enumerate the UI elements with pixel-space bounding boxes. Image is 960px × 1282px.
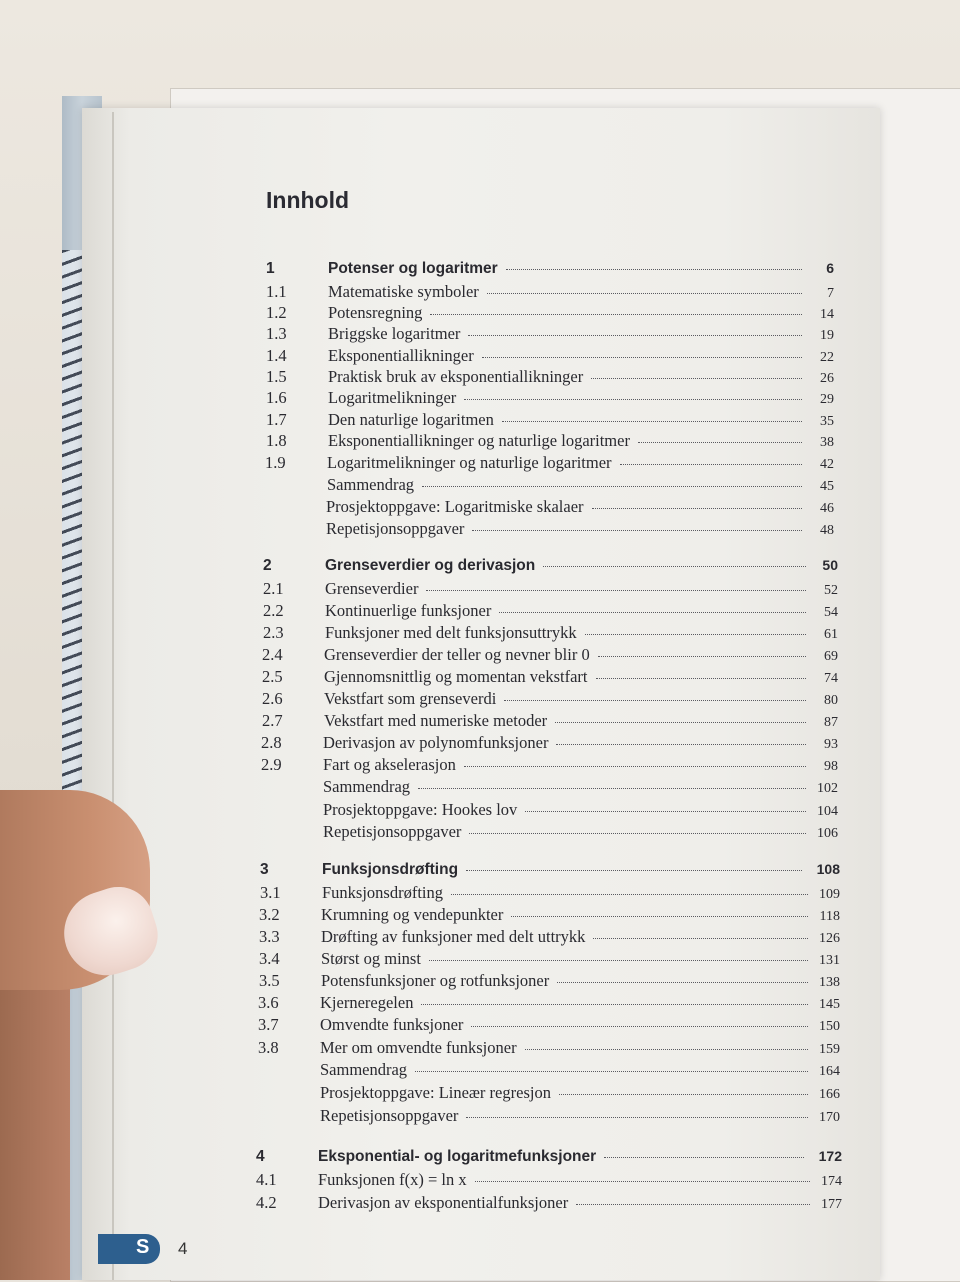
toc-row <box>259 971 840 993</box>
section-number: 1.8 <box>266 431 287 450</box>
chapter-page: 108 <box>816 861 840 877</box>
chapter-title: Eksponential- og logaritmefunksjoner <box>318 1148 597 1165</box>
dot-leader <box>592 504 802 509</box>
section-number: 3.5 <box>259 971 280 990</box>
section-title: Sammendrag <box>320 1060 408 1079</box>
toc-row <box>262 645 838 667</box>
toc-row <box>260 883 840 905</box>
section-page: 164 <box>819 1064 840 1079</box>
section-title: Prosjektoppgave: Logaritmiske skalaer <box>326 497 584 516</box>
dot-leader <box>593 934 808 939</box>
section-page: 174 <box>821 1174 842 1189</box>
toc-row <box>258 1015 840 1037</box>
section-title: Eksponentiallikninger og naturlige logaritmer <box>328 431 630 450</box>
section-title: Funksjonsdrøfting <box>322 883 444 902</box>
section-number: 4.2 <box>256 1193 277 1212</box>
section-title: Logaritmelikninger og naturlige logaritmer <box>327 453 612 472</box>
section-title: Gjennomsnittlig og momentan vekstfart <box>324 667 588 686</box>
dot-leader <box>525 807 806 812</box>
toc-row <box>261 777 838 799</box>
dot-leader <box>487 289 802 294</box>
section-number: 1.2 <box>266 303 287 322</box>
section-title: Kjerneregelen <box>320 993 414 1012</box>
toc-row <box>256 1193 842 1215</box>
chapter-number: 2 <box>263 557 272 574</box>
chapter-page: 6 <box>826 260 834 276</box>
dot-leader <box>426 586 806 591</box>
toc-row <box>258 1038 840 1060</box>
section-page: 118 <box>819 909 840 924</box>
section-number: 2.4 <box>262 645 283 664</box>
section-page: 159 <box>819 1042 840 1057</box>
dot-leader <box>468 331 802 336</box>
section-title: Omvendte funksjoner <box>320 1015 464 1034</box>
dot-leader <box>555 718 806 723</box>
chapter-number: 1 <box>266 260 275 277</box>
toc-row <box>264 497 834 519</box>
dot-leader <box>464 762 806 767</box>
section-page: 166 <box>819 1087 840 1102</box>
section-page: 106 <box>817 826 838 841</box>
dot-leader <box>525 1045 808 1050</box>
dot-leader <box>557 978 808 983</box>
dot-leader <box>469 829 806 834</box>
section-page: 131 <box>819 953 840 968</box>
dot-leader <box>482 353 802 358</box>
toc-row <box>258 1106 840 1128</box>
chapter-row <box>260 861 840 883</box>
section-title: Grenseverdier <box>325 579 419 598</box>
section-number: 2.1 <box>263 579 284 598</box>
toc-row <box>262 689 838 711</box>
section-number: 2.7 <box>262 711 283 730</box>
chapter-title: Grenseverdier og derivasjon <box>325 557 536 574</box>
dot-leader <box>604 1153 804 1158</box>
dot-leader <box>504 696 806 701</box>
section-title: Potensfunksjoner og rotfunksjoner <box>321 971 550 990</box>
section-page: 102 <box>817 781 838 796</box>
dot-leader <box>511 912 808 917</box>
toc-row <box>261 800 838 822</box>
toc-row <box>266 282 834 304</box>
page-title: Innhold <box>266 187 350 213</box>
section-title: Vekstfart som grenseverdi <box>324 689 497 708</box>
section-page: 98 <box>824 759 838 774</box>
section-page: 145 <box>819 997 840 1012</box>
dot-leader <box>430 310 802 315</box>
section-title: Mer om omvendte funksjoner <box>320 1038 517 1057</box>
series-tab <box>98 1234 160 1264</box>
dot-leader <box>596 674 806 679</box>
section-title: Sammendrag <box>323 777 411 796</box>
section-number: 1.9 <box>265 453 286 472</box>
section-page: 22 <box>820 350 834 365</box>
section-number: 1.1 <box>266 282 287 301</box>
page-number: 4 <box>178 1239 188 1258</box>
toc-row <box>261 733 838 755</box>
section-page: 7 <box>827 286 834 301</box>
section-number: 1.6 <box>266 388 287 407</box>
section-title: Prosjektoppgave: Lineær regresjon <box>320 1083 551 1102</box>
toc-row <box>256 1170 842 1192</box>
chapter-row <box>263 557 838 579</box>
dot-leader <box>576 1200 810 1205</box>
section-page: 45 <box>820 479 834 494</box>
section-page: 69 <box>824 649 838 664</box>
dot-leader <box>466 866 802 871</box>
toc-row <box>263 579 838 601</box>
dot-leader <box>506 265 802 270</box>
section-title: Logaritmelikninger <box>328 388 457 407</box>
dot-leader <box>585 630 806 635</box>
section-number: 3.7 <box>258 1015 279 1034</box>
section-page: 19 <box>820 328 834 343</box>
dot-leader <box>471 1022 808 1027</box>
chapter-page: 172 <box>818 1148 842 1164</box>
dot-leader <box>556 740 806 745</box>
section-number: 1.5 <box>266 367 287 386</box>
section-page: 52 <box>824 583 838 598</box>
section-number: 3.2 <box>259 905 280 924</box>
dot-leader <box>464 395 802 400</box>
dot-leader <box>475 1177 810 1182</box>
section-number: 2.8 <box>261 733 282 752</box>
toc-row <box>259 927 840 949</box>
section-title: Eksponentiallikninger <box>328 346 474 365</box>
toc-row <box>265 475 834 497</box>
section-title: Den naturlige logaritmen <box>328 410 494 429</box>
dot-leader <box>451 890 808 895</box>
section-page: 42 <box>820 457 834 472</box>
section-number: 4.1 <box>256 1170 277 1189</box>
section-number: 2.2 <box>263 601 284 620</box>
toc-row <box>266 303 834 325</box>
series-letter: S <box>136 1236 150 1258</box>
section-page: 87 <box>824 715 838 730</box>
toc-row <box>259 949 840 971</box>
dot-leader <box>543 562 806 567</box>
section-page: 29 <box>820 392 834 407</box>
section-page: 138 <box>819 975 840 990</box>
section-page: 150 <box>819 1019 840 1034</box>
toc-row <box>266 388 834 410</box>
section-page: 177 <box>821 1197 842 1212</box>
section-title: Derivasjon av eksponentialfunksjoner <box>318 1193 569 1212</box>
dot-leader <box>422 482 802 487</box>
section-title: Repetisjonsoppgaver <box>323 822 462 841</box>
section-title: Funksjonen f(x) = ln x <box>318 1170 467 1189</box>
section-page: 48 <box>820 523 834 538</box>
toc-row <box>259 905 840 927</box>
section-page: 74 <box>824 671 838 686</box>
section-page: 109 <box>819 887 840 902</box>
hand-palm <box>0 960 70 1280</box>
section-title: Potensregning <box>328 303 423 322</box>
section-title: Praktisk bruk av eksponentiallikninger <box>328 367 584 386</box>
dot-leader <box>638 438 802 443</box>
section-page: 126 <box>819 931 840 946</box>
dot-leader <box>429 956 808 961</box>
section-number: 1.7 <box>266 410 287 429</box>
section-page: 26 <box>820 371 834 386</box>
section-page: 104 <box>817 804 838 819</box>
toc-row <box>265 453 834 475</box>
section-title: Drøfting av funksjoner med delt uttrykk <box>321 927 586 946</box>
section-page: 80 <box>824 693 838 708</box>
section-title: Repetisjonsoppgaver <box>326 519 465 538</box>
section-title: Sammendrag <box>327 475 415 494</box>
toc-row <box>258 1083 840 1105</box>
section-title: Derivasjon av polynomfunksjoner <box>323 733 549 752</box>
section-number: 2.9 <box>261 755 282 774</box>
section-title: Grenseverdier der teller og nevner blir 0 <box>324 645 590 664</box>
section-title: Prosjektoppgave: Hookes lov <box>323 800 518 819</box>
section-page: 38 <box>820 435 834 450</box>
toc-row <box>261 755 838 777</box>
dot-leader <box>466 1113 808 1118</box>
toc-row <box>266 410 834 432</box>
chapter-number: 4 <box>256 1148 265 1165</box>
section-number: 3.4 <box>259 949 280 968</box>
section-page: 93 <box>824 737 838 752</box>
dot-leader <box>499 608 806 613</box>
chapter-title: Potenser og logaritmer <box>328 260 498 277</box>
section-number: 1.4 <box>266 346 287 365</box>
section-page: 54 <box>824 605 838 620</box>
section-number: 1.3 <box>266 324 287 343</box>
section-title: Briggske logaritmer <box>328 324 461 343</box>
toc-row <box>266 431 834 453</box>
dot-leader <box>418 784 806 789</box>
toc-row <box>266 367 834 389</box>
dot-leader <box>591 374 802 379</box>
section-number: 2.3 <box>263 623 284 642</box>
toc-row <box>261 822 838 844</box>
section-title: Funksjoner med delt funksjonsuttrykk <box>325 623 577 642</box>
toc-row <box>263 623 838 645</box>
section-number: 2.5 <box>262 667 283 686</box>
section-page: 61 <box>824 627 838 642</box>
chapter-row <box>256 1148 842 1170</box>
section-title: Matematiske symboler <box>328 282 479 301</box>
toc-row <box>258 993 840 1015</box>
dot-leader <box>559 1090 808 1095</box>
dot-leader <box>472 526 802 531</box>
section-page: 14 <box>820 307 834 322</box>
toc-row <box>266 346 834 368</box>
dot-leader <box>421 1000 808 1005</box>
section-title: Repetisjonsoppgaver <box>320 1106 459 1125</box>
dot-leader <box>502 417 802 422</box>
chapter-title: Funksjonsdrøfting <box>322 861 459 878</box>
section-title: Fart og akselerasjon <box>323 755 456 774</box>
section-page: 35 <box>820 414 834 429</box>
dot-leader <box>598 652 806 657</box>
toc-row <box>258 1060 840 1082</box>
dot-leader <box>620 460 802 465</box>
section-title: Kontinuerlige funksjoner <box>325 601 492 620</box>
section-page: 170 <box>819 1110 840 1125</box>
toc-row <box>266 324 834 346</box>
toc-row <box>262 667 838 689</box>
section-number: 3.3 <box>259 927 280 946</box>
section-number: 3.1 <box>260 883 281 902</box>
chapter-row <box>266 260 834 282</box>
chapter-page: 50 <box>822 557 838 573</box>
toc-row <box>262 711 838 733</box>
section-title: Krumning og vendepunkter <box>321 905 504 924</box>
dot-leader <box>415 1067 808 1072</box>
toc-row <box>263 601 838 623</box>
section-title: Størst og minst <box>321 949 421 968</box>
chapter-number: 3 <box>260 861 269 878</box>
section-title: Vekstfart med numeriske metoder <box>324 711 548 730</box>
section-page: 46 <box>820 501 834 516</box>
section-number: 3.6 <box>258 993 279 1012</box>
section-number: 2.6 <box>262 689 283 708</box>
toc-row <box>264 519 834 541</box>
section-number: 3.8 <box>258 1038 279 1057</box>
